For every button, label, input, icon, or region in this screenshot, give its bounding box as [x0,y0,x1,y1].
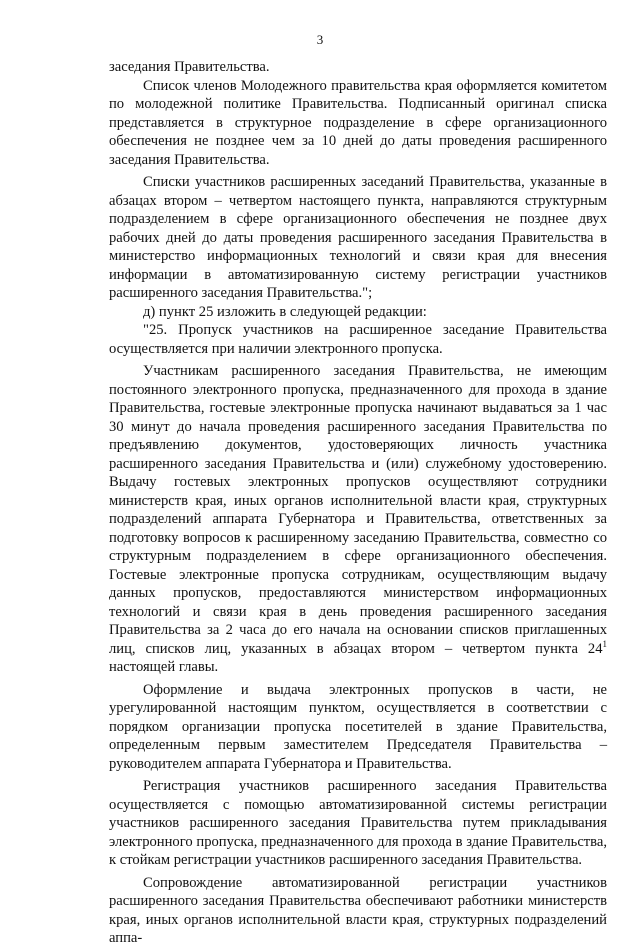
paragraph-participant-lists: Списки участников расширенных заседаний Правительства, указанные в абзацах втором – четвертом настоящего пункта, направляются структурным подразделением в сфере организационного обеспечения не позднее двух рабочих дней до даты проведения расширенного заседания Правительства в министерство информационных технологий и связи края для внесения информации в автоматизированную систему регистрации участников расширенного заседания Правительства."; [109,174,607,301]
paragraph-youth-government-list: Список членов Молодежного правительства края оформляется комитетом по молодежной политике Правительства. Подписанный оригинал списка представляется в структурное подразделение в сфере организационного обеспечения не позднее чем за 10 дней до даты проведения расширенного заседания Правительства. [109,77,607,168]
guest-passes-text: Участникам расширенного заседания Правительства, не имеющим постоянного электронного пропуска, предназначенного для прохода в здание Правительства, гостевые электронные пропуска начинают выдаваться за 1 час 30 минут до начала проведения расширенного заседания Правительства по предъявлению документов, удостоверяющих личность участника расширенного заседания Правительства и (или) служебному удостоверению. Выдачу гостевых электронных пропусков осуществляют сотрудники министерств края, иных органов исполнительной власти края, структурных подразделений аппарата Губернатора и Правительства, ответственных за подготовку вопросов к расширенному заседанию Правительства, совместно со структурным подразделением в сфере организационного обеспечения. Гостевые электронные пропуска сотрудникам, осуществляющим выдачу данных пропусков, предоставляются министерством информационных технологий и связи края в день проведения расширенного заседания Правительства за 2 часа до его начала на основании списков приглашенных лиц, списков лиц, указанных в абзацах втором – четвертом пункта 24 [109,363,607,657]
paragraph-continuation: заседания Правительства. [109,59,270,75]
page-number: 3 [316,32,324,47]
paragraph-pass-issuance: Оформление и выдача электронных пропусков в части, не урегулированной настоящим пунктом, осуществляется в соответствии с порядком организации пропуска посетителей в здание Правительства, определенным первым заместителем Председателя Правительства – руководителем аппарата Губернатора и Правительства. [109,681,607,772]
paragraph-amendment-item-d: д) пункт 25 изложить в следующей редакции: [143,303,427,320]
paragraph-registration: Регистрация участников расширенного заседания Правительства осуществляется с помощью автоматизированной системы регистрации участников расширенного заседания Правительства путем прикладывания электронного пропуска, предназначенного для прохода в здание Правительства, к стойкам регистрации участников расширенного заседания Правительства. [109,778,607,868]
guest-passes-text-end: настоящей главы. [109,659,219,675]
footnote-superscript: 1 [602,638,607,649]
document-body [109,58,607,948]
paragraph-registration-support: Сопровождение автоматизированной регистрации участников расширенного заседания Правительства обеспечивают работники министерств края, иных органов исполнительной власти края, структурных подразделений аппа- [109,874,607,946]
paragraph-clause-25: "25. Пропуск участников на расширенное заседание Правительства осуществляется при наличии электронного пропуска. [109,322,607,357]
paragraph-guest-passes [109,362,607,677]
